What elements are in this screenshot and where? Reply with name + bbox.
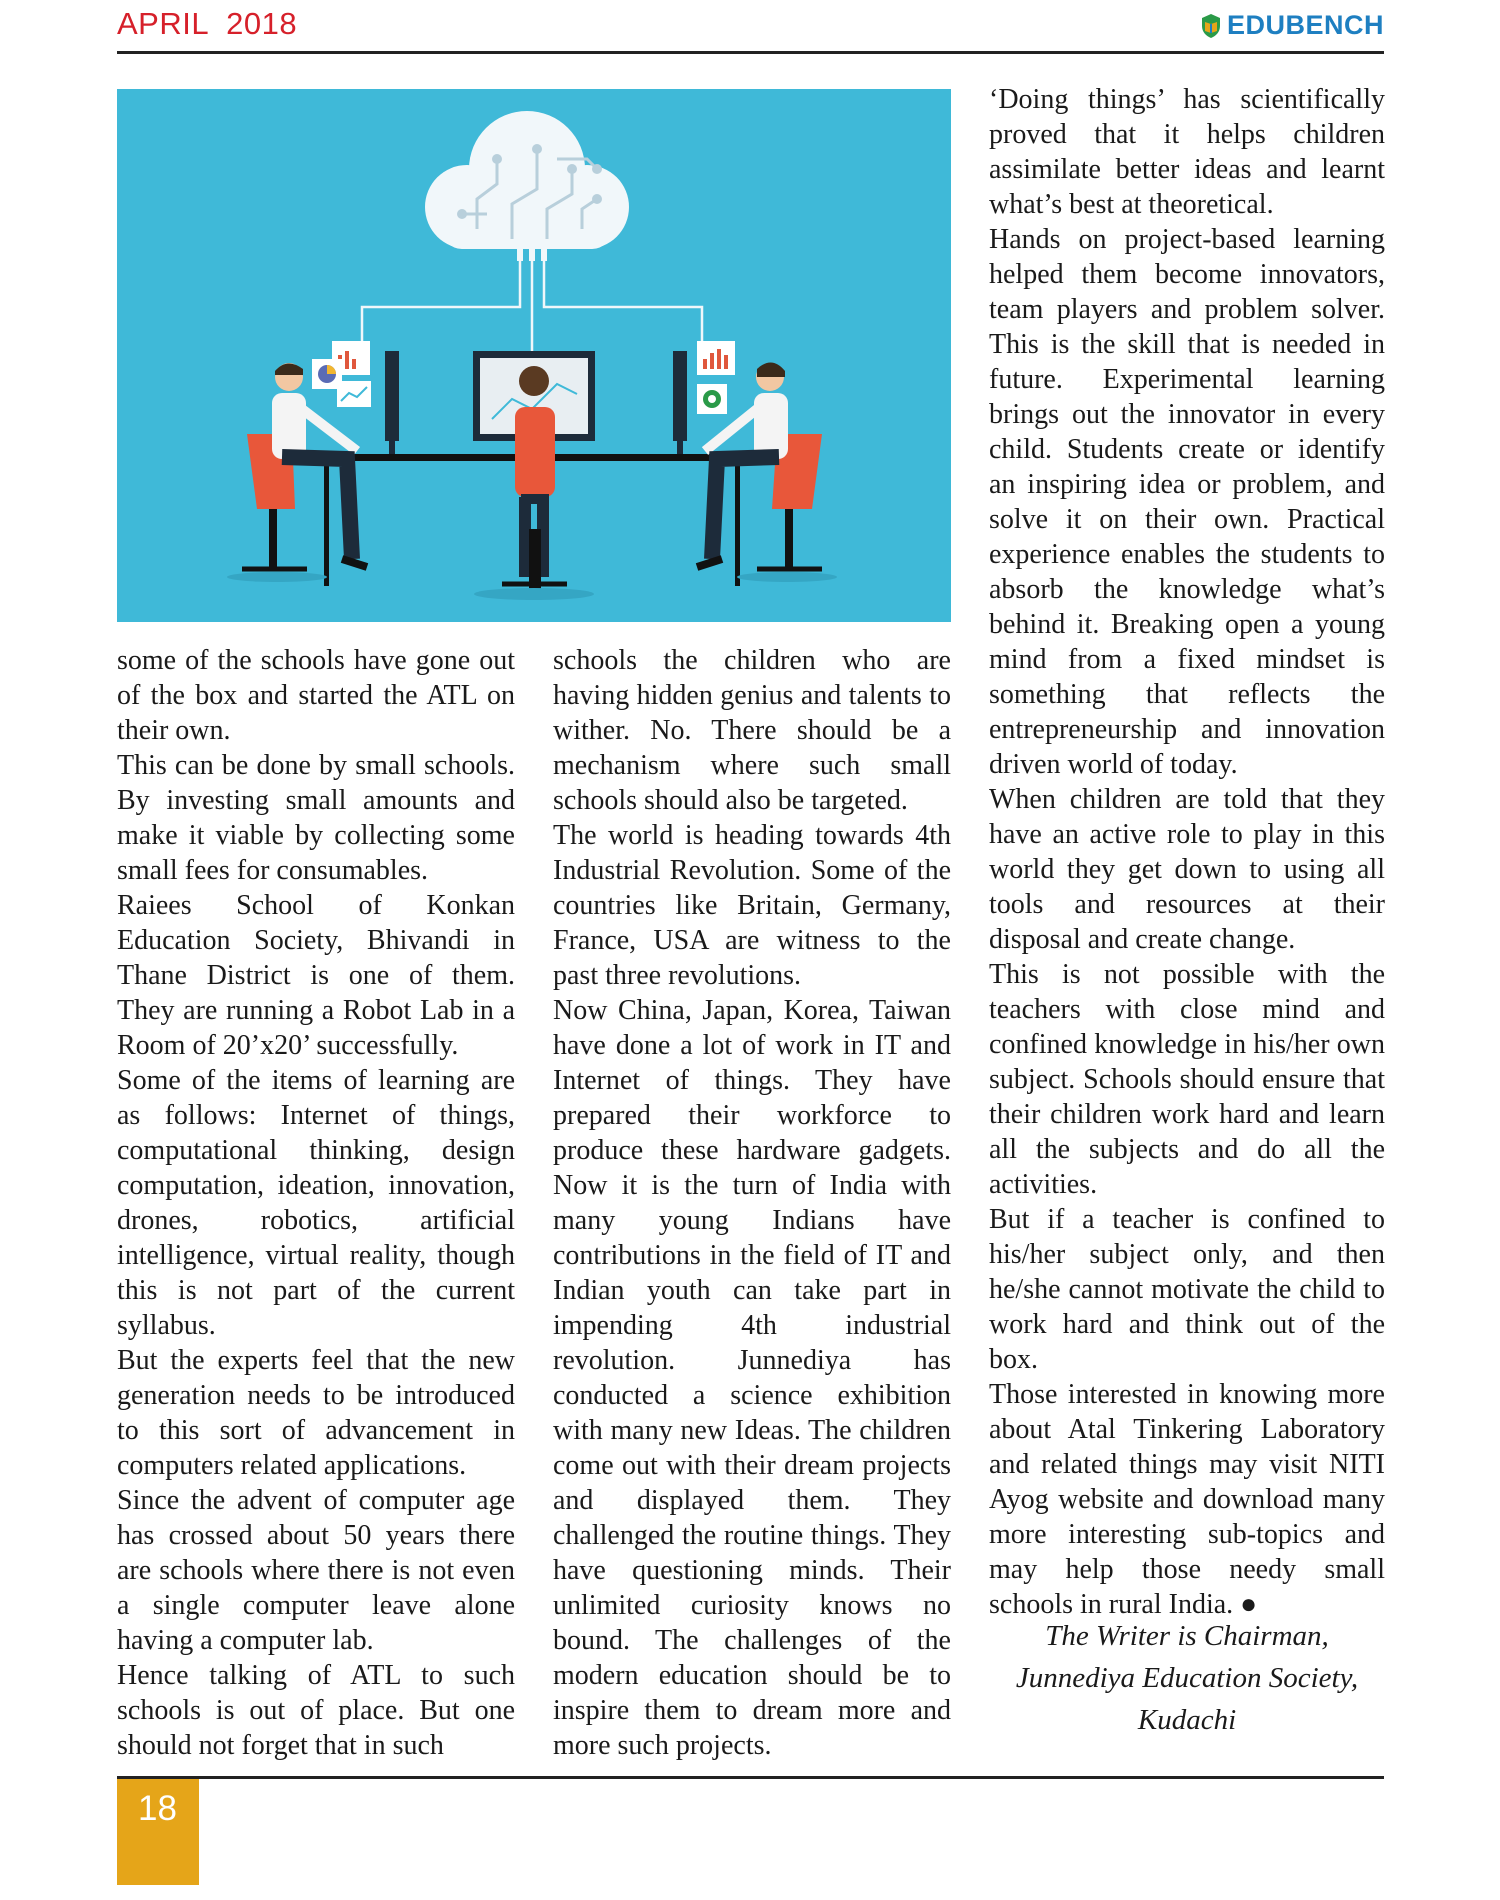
paragraph: When children are told that they have an active role to play in this world they get down to using all tools and resources at their disposal and create change. xyxy=(989,784,1385,955)
byline-line: Junnediya Education Society, xyxy=(1015,1662,1359,1694)
paragraph: ‘Doing things’ has scientifically proved that it helps children assimilate better ideas and learnt what’s best at theoretical. xyxy=(989,84,1385,220)
column-2 xyxy=(553,643,951,1763)
paragraph: But the experts feel that the new generation needs to be introduced to this sort of advancement in computers related applications. xyxy=(117,1345,515,1481)
brand-logo xyxy=(1201,10,1384,41)
paragraph: Those interested in knowing more about Atal Tinkering Laboratory and related things may visit NITI Ayog website and download many more interesting sub-topics and may help those needy small schools in rural India. ● xyxy=(989,1379,1385,1620)
brand-name: EDUBENCH xyxy=(1226,10,1384,40)
cloud-network-illustration xyxy=(117,89,951,622)
footer-rule xyxy=(117,1776,1384,1779)
header-rule xyxy=(117,51,1384,54)
issue-date: APRIL 2018 xyxy=(117,6,298,41)
column-1 xyxy=(117,643,515,1763)
paragraph: Raiees School of Konkan Education Society, Bhivandi in Thane District is one of them. They are running a Robot Lab in a Room of 20’x20’ successfully. xyxy=(117,890,515,1061)
paragraph: Now China, Japan, Korea, Taiwan have done a lot of work in IT and Internet of things. They have prepared their workforce to produce these hardware gadgets. Now it is the turn of India with many young Indians have contributions in the field of IT and Indian youth can take part in impending 4th industrial revolution. Junnediya has conducted a science exhibition with many new Ideas. The children come out with their dream projects and displayed them. They challenged the routine things. They have questioning minds. Their unlimited curiosity knows no bound. The challenges of the modern education should be to inspire them to dream more and more such projects. xyxy=(553,995,951,1761)
paragraph: Since the advent of computer age has crossed about 50 years there are schools where there is not even a single computer leave alone having a computer lab. xyxy=(117,1485,515,1656)
paragraph: But if a teacher is confined to his/her subject only, and then he/she cannot motivate the child to work hard and think out of the box. xyxy=(989,1204,1385,1375)
illustration-svg xyxy=(117,89,951,622)
paragraph: some of the schools have gone out of the box and started the ATL on their own. xyxy=(117,645,515,746)
paragraph: This is not possible with the teachers with close mind and confined knowledge in his/her own subject. Schools should ensure that their children work hard and learn all the subjects and do all the activities. xyxy=(989,959,1385,1200)
author-byline xyxy=(989,1615,1385,1741)
page-number-box xyxy=(117,1779,199,1885)
page-number: 18 xyxy=(138,1789,177,1828)
paragraph: schools the children who are having hidden genius and talents to wither. No. There should be a mechanism where such small schools should also be targeted. xyxy=(553,645,951,816)
byline-line: The Writer is Chairman, xyxy=(1045,1620,1329,1652)
byline-line: Kudachi xyxy=(1137,1704,1237,1736)
paragraph: Hence talking of ATL to such schools is out of place. But one should not forget that in such xyxy=(117,1660,515,1761)
paragraph: This can be done by small schools. By investing small amounts and make it viable by collecting some small fees for consumables. xyxy=(117,750,515,886)
shield-book-icon xyxy=(1201,13,1221,39)
paragraph: Hands on project-based learning helped them become innovators, team players and problem solver. This is the skill that is needed in future. Experimental learning brings out the innovator in every child. Students create or identify an inspiring idea or problem, and solve it on their own. Practical experience enables the students to absorb the knowledge what’s behind it. Breaking open a young mind from a fixed mindset is something that reflects the entrepreneurship and innovation driven world of today. xyxy=(989,224,1385,780)
column-3 xyxy=(989,82,1385,1622)
paragraph: Some of the items of learning are as follows: Internet of things, computational thinking, design computation, ideation, innovation, drones, robotics, artificial intelligence, virtual reality, though this is not part of the current syllabus. xyxy=(117,1065,515,1341)
paragraph: The world is heading towards 4th Industrial Revolution. Some of the countries like Britain, Germany, France, USA are witness to the past three revolutions. xyxy=(553,820,951,991)
